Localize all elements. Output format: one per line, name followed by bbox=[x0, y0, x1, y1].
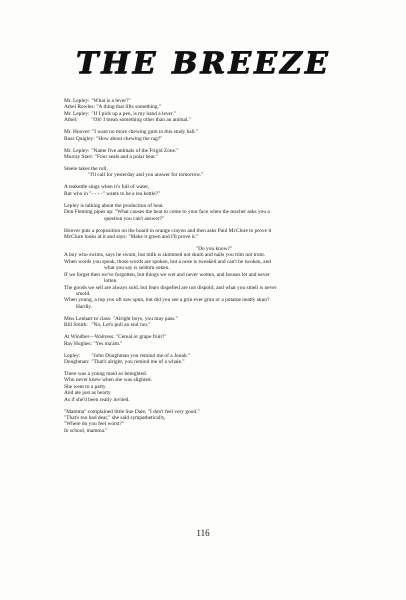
line-text: "Oh! I mean something other than an animal." bbox=[91, 117, 191, 124]
text-block bbox=[64, 203, 364, 222]
text-line bbox=[64, 191, 364, 197]
line-text: "Where do you feel worst?" bbox=[64, 421, 125, 428]
line-text: Don Fleming pipes up: "What causes the heat to come to your face when the teacher asks you a bbox=[64, 209, 270, 216]
line-text: "What is a lever?" bbox=[91, 98, 131, 104]
line-text: "I'll call for yesterday and you answer for tomorrow." bbox=[88, 172, 204, 179]
text-line bbox=[64, 341, 364, 347]
text-line bbox=[64, 359, 364, 365]
text-block bbox=[64, 316, 364, 329]
line-text: "How about chewing the rag?" bbox=[96, 135, 163, 142]
line-text: "If I pick up a pen, is my hand a lever." bbox=[91, 110, 176, 117]
speaker-label: Ray Hughes: bbox=[64, 340, 92, 347]
line-text: "Yes ma'am." bbox=[93, 340, 123, 347]
line-text: "That's too bad dear," she said sympathetically, bbox=[64, 414, 166, 421]
line-text: Lepley is talking about the production of heat. bbox=[64, 202, 164, 209]
text-block bbox=[64, 129, 364, 142]
line-text: And ate just as hearty bbox=[64, 390, 111, 397]
speaker-label: Bill Smith: bbox=[64, 322, 88, 329]
line-text: Steele takes the roll, bbox=[64, 166, 108, 173]
speaker-label: Athel: bbox=[64, 117, 78, 124]
text-line bbox=[64, 154, 364, 160]
text-block bbox=[64, 166, 364, 179]
speaker-label: Mr. Lepley: bbox=[64, 110, 90, 117]
line-text: "Alright boys, you may pass." bbox=[112, 315, 178, 322]
text-line bbox=[64, 397, 364, 403]
text-block bbox=[64, 371, 364, 403]
line-text: "Do you know?" bbox=[195, 246, 233, 253]
line-text: A teakettle sings when it's full of water, bbox=[64, 184, 150, 191]
speaker-label: Mr. Lepley: bbox=[64, 147, 90, 154]
text-line bbox=[64, 216, 364, 222]
line-text: When words you speak, those words are spoken, but a nose is tweaked and can't be twoken, and bbox=[64, 258, 271, 265]
line-text: Hoover puts a proposition on the board in orange crayon and then asks Paul McClure to prove it bbox=[64, 227, 272, 234]
line-text: But who in "- - - -" wants to be a tea kettle?" bbox=[64, 190, 161, 197]
line-text: "Four seals and a polar bear." bbox=[94, 154, 159, 161]
line-text: In school, mamma." bbox=[64, 427, 108, 434]
speaker-label: Russ Quigley: bbox=[64, 135, 95, 142]
speaker-label: Mr. Hoover: bbox=[64, 129, 91, 136]
page-title: THE BREEZE bbox=[75, 46, 331, 81]
text-block bbox=[64, 228, 364, 241]
speaker-label: Doughman: bbox=[64, 358, 90, 365]
line-text: "I want no more chewing gum in this study hall." bbox=[92, 129, 199, 136]
line-text: When young, a top you oft saw spun, but did you see a grin ever grun or a potatoe neatly skun? bbox=[64, 297, 270, 304]
speaker-label: Athel Rowles: bbox=[64, 104, 95, 111]
line-text: smold. bbox=[76, 290, 91, 297]
line-text: As if she'd been really invited. bbox=[64, 396, 130, 403]
line-text: She went to a party bbox=[64, 383, 106, 390]
line-text: Who never knew when she was slighted. bbox=[64, 377, 152, 384]
text-line bbox=[64, 136, 364, 142]
line-text: "Name five animals of the Frigid Zone." bbox=[91, 147, 179, 154]
line-text: The goods we sell are always sold, but fears dispelled are not dispold; and what you smell is never bbox=[64, 284, 277, 291]
text-block bbox=[64, 184, 364, 197]
text-line bbox=[64, 304, 364, 310]
text-block bbox=[64, 98, 364, 124]
line-text: There was a young maid so benighted. bbox=[64, 370, 148, 377]
line-text: "That's alright, you remind me of a whale." bbox=[91, 358, 185, 365]
text-line bbox=[64, 322, 364, 328]
line-text: question you can't answer?" bbox=[104, 215, 165, 222]
speaker-label: Mr. Lepley: bbox=[64, 98, 90, 104]
line-text: At Windber—Waitress: "Cereal or grape fruit?" bbox=[64, 334, 167, 341]
text-block bbox=[64, 148, 364, 161]
speaker-label: Murray Starr: bbox=[64, 154, 94, 161]
text-line bbox=[64, 428, 364, 434]
line-text: "A thing that lifts something." bbox=[96, 104, 162, 111]
text-line bbox=[64, 234, 364, 240]
speaker-label: Lepley: bbox=[64, 352, 81, 359]
line-text: A boy who swims, says he swum, but milk is skimmed not skum and nails you trim not trum. bbox=[64, 252, 266, 259]
line-text: If we forget then we've forgotten, but things we wet and never wotten, and houses let and never bbox=[64, 271, 270, 278]
text-block bbox=[64, 246, 364, 310]
line-text: "No, Let's pull an end run." bbox=[91, 322, 151, 329]
text-line bbox=[64, 117, 364, 123]
page-number: 116 bbox=[196, 528, 210, 538]
text-block bbox=[64, 353, 364, 366]
line-text: Hardly. bbox=[76, 303, 92, 310]
line-text: McClure looks at it and says: "Make it green and I'll prove it." bbox=[64, 234, 199, 241]
line-text: lotten. bbox=[104, 278, 118, 285]
text-line bbox=[64, 172, 364, 178]
jokes-column bbox=[64, 98, 364, 440]
speaker-label: Miss Lenhart to class: bbox=[64, 315, 112, 322]
text-block bbox=[64, 334, 364, 347]
line-text: what you say is seldom soken. bbox=[104, 265, 170, 272]
line-text: "John Doughman you remind me of a Jonah." bbox=[91, 352, 191, 359]
line-text: "Mamma" complained little Sue Dale, "I don't feel very good." bbox=[64, 408, 200, 415]
text-block bbox=[64, 409, 364, 435]
